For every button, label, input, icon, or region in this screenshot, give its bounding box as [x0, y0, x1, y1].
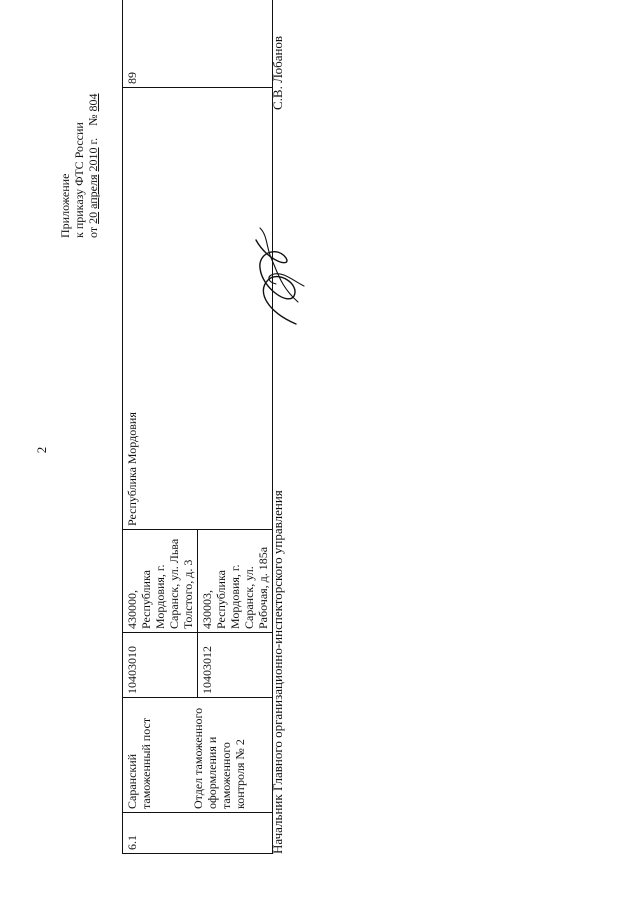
department-code: 10403012: [200, 646, 214, 694]
signatory-name: С.В. Лобанов: [270, 35, 285, 110]
post-address: 430000, Республика Мордовия, г. Саранск, ул. Льва Толстого, д. 3: [125, 538, 195, 629]
extra-value: 89: [125, 72, 139, 84]
name-cell: [123, 698, 273, 813]
post-code: 10403010: [125, 646, 139, 694]
appendix-order-date-line: [86, 93, 100, 238]
appendix-title: Приложение: [58, 173, 72, 238]
signatory-title: Начальник Главного организационно-инспекторского управления: [270, 490, 285, 854]
order-month: апреля: [86, 174, 100, 209]
code-cell: [123, 633, 198, 698]
appendix-header: [58, 93, 100, 238]
post-name: Саранский таможенный пост: [125, 717, 153, 809]
row-number-cell: [123, 813, 273, 854]
page-number: 2: [34, 446, 49, 454]
department-address: 430003, Республика Мордовия, г. Саранск, ул. Рабочая, д. 185а: [200, 546, 270, 629]
number-prefix: №: [86, 114, 100, 126]
year-suffix: г.: [86, 137, 100, 145]
customs-table: [122, 0, 273, 854]
table-row: [123, 0, 198, 854]
address-cell: [198, 530, 273, 633]
region-name: Республика Мордовия: [125, 412, 139, 526]
code-cell: [198, 633, 273, 698]
extra-cell: [123, 0, 273, 88]
signature-image: [238, 222, 318, 332]
order-year: 2010: [86, 147, 100, 172]
date-prefix: от: [86, 226, 100, 238]
order-day: 20: [86, 211, 100, 224]
order-number: 804: [86, 93, 100, 112]
row-number: 6.1: [125, 835, 139, 850]
appendix-order-reference: к приказу ФТС России: [72, 122, 86, 238]
department-name: Отдел таможенного оформления и таможенного контроля № 2: [191, 707, 247, 809]
address-cell: [123, 530, 198, 633]
